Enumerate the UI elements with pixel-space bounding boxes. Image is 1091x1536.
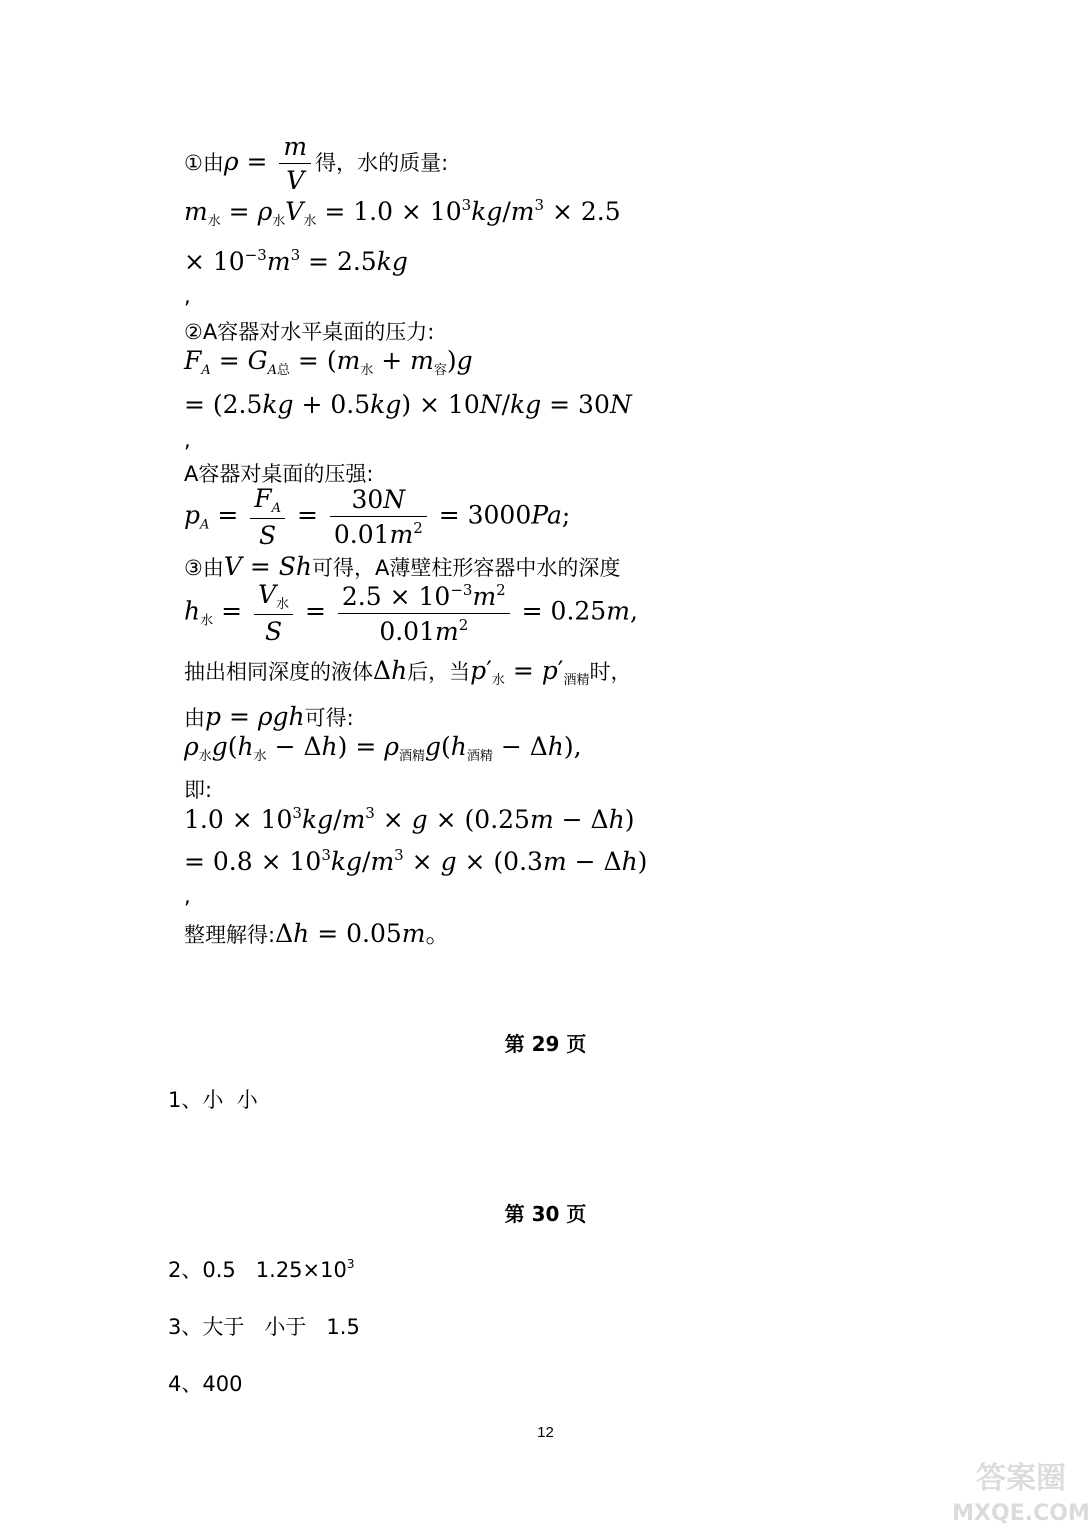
comma-2: , <box>184 428 191 452</box>
water-mass-eq-2: × $10^{-3}m^3 = 2.5kg$ <box>184 246 408 276</box>
step1-suffix: 得，水的质量: <box>315 151 449 175</box>
force-eq-2: = (2.5kg + 0.5kg) × 10N/kg = 30N <box>184 390 632 419</box>
volume-formula: V = Sh <box>223 552 312 581</box>
depth-eq: $h_水$ = $\frac{V_水}{S}$ = $\frac{2.5 \times 10^{-3}m^2}{0.01m^2}$ = 0.25m, <box>184 580 638 646</box>
density-formula: ρ = $\frac{m}{V}$ <box>224 147 315 176</box>
result-line: 整理解得:Δh = 0.05m。 <box>184 919 451 948</box>
water-mass-eq-1: $m_水 = \rho_水V_水 = 1.0 \times 10^3kg/m^3 \times 2.5$ <box>184 196 621 229</box>
answer-3: 3、大于 小于 1.5 <box>168 1315 360 1339</box>
step1-line <box>184 132 448 195</box>
answer-1: 1、小 小 <box>168 1088 258 1112</box>
force-eq-1: $F_A = G_{A总} = (m_水 + m_容)g$ <box>184 346 473 378</box>
section-heading-30: 第 30 页 <box>504 1202 587 1226</box>
from-line: 由p = ρgh可得: <box>184 702 354 731</box>
answer-4: 4、400 <box>168 1372 243 1396</box>
watermark-logo <box>952 1452 1090 1528</box>
page-number: 12 <box>537 1424 554 1441</box>
ie-label: 即: <box>184 778 213 802</box>
pressure-eq: $p_A$ = $\frac{F_A}{S}$ = $\frac{30N}{0.01m^2}$ = 3000Pa; <box>184 484 571 550</box>
step3-line <box>184 552 620 582</box>
pressure-title: A容器对桌面的压强: <box>184 462 374 486</box>
watermark-top: 答案圈 <box>976 1461 1066 1496</box>
step1-prefix: ①由 <box>184 151 224 175</box>
balance-eq: $\rho_水g(h_水 - \Delta h) = \rho_{酒精}g(h_{酒精} - \Delta h)$, <box>184 732 582 764</box>
section-heading-29: 第 29 页 <box>504 1032 587 1056</box>
watermark-bottom: MXQE.COM <box>952 1501 1090 1526</box>
step3-suffix: 可得，A薄壁柱形容器中水的深度 <box>311 556 621 580</box>
comma-3: , <box>184 884 191 908</box>
draw-out-line: 抽出相同深度的液体Δh后，当$p'_水 = p'_{酒精}$时， <box>184 656 632 688</box>
numeric-eq-1: $1.0 \times 10^3kg/m^3 \times g \times (0.25m - \Delta h)$ <box>184 804 635 834</box>
step2-title: ②A容器对水平桌面的压力: <box>184 320 435 344</box>
step3-prefix: ③由 <box>184 556 224 580</box>
comma-1: , <box>184 284 191 308</box>
answer-2: 2、0.5 $1.25\times 10^3$ <box>168 1257 355 1282</box>
numeric-eq-2: = $0.8 \times 10^3kg/m^3 \times g \times (0.3m - \Delta h)$ <box>184 846 648 876</box>
